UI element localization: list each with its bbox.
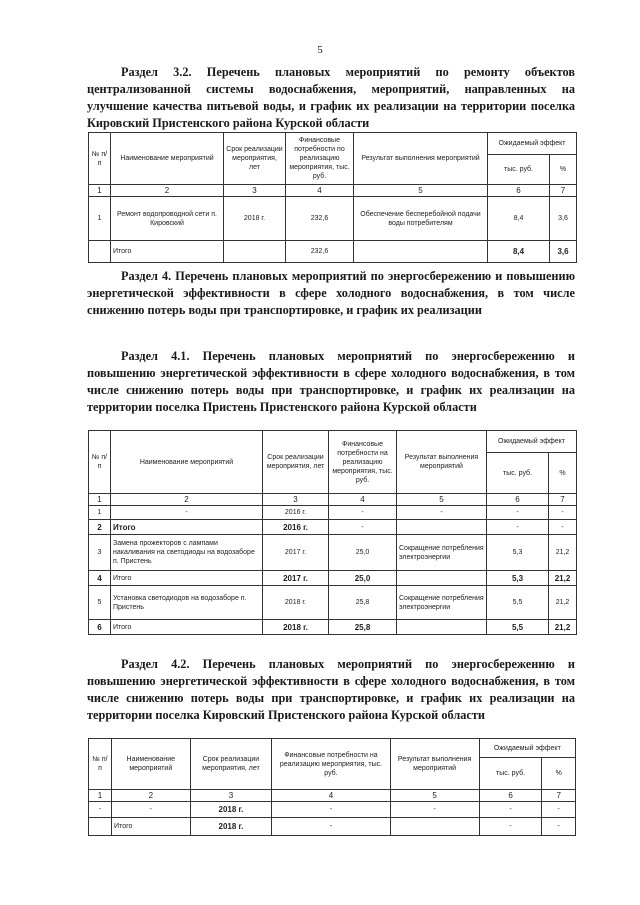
col-num: 2 [111, 494, 263, 506]
cell-financing: 232,6 [286, 197, 354, 241]
col-num: 4 [329, 494, 397, 506]
cell-result: Сокращение потребления электроэнергии [397, 535, 487, 571]
col-num: 7 [550, 185, 577, 197]
section-4-2-heading [87, 656, 575, 724]
col-num: 7 [542, 790, 576, 802]
cell-percent: 21,2 [549, 571, 577, 586]
cell-thous-rub: 5,3 [487, 535, 549, 571]
header-financing: Финансовые потребности на реализацию мероприятия, тыс. руб. [272, 739, 390, 790]
col-num: 6 [479, 790, 542, 802]
section-4-1-heading [87, 348, 575, 416]
cell-result [397, 520, 487, 535]
table-row-total [89, 241, 577, 263]
cell-name: Итого [112, 818, 191, 836]
cell-financing: - [329, 520, 397, 535]
cell-financing: - [272, 802, 390, 818]
cell-result: Обеспечение бесперебойной подачи воды потребителям [354, 197, 488, 241]
cell-percent: 21,2 [549, 535, 577, 571]
header-thous-rub: тыс. руб. [488, 155, 550, 185]
col-num: 7 [549, 494, 577, 506]
col-num: 6 [487, 494, 549, 506]
section-4-1-heading-text: Раздел 4.1. Перечень плановых мероприятий по энергосбережению и повышению энергетической эффективности в сфере холодного водоснабжения, в том числе снижению потерь воды при транспортировке, и график их реализации на территории поселка Пристень Пристенского района Курской области [87, 349, 575, 414]
table-row [89, 197, 577, 241]
table-row [89, 535, 577, 571]
cell-financing: 25,8 [329, 586, 397, 620]
table-row [89, 506, 577, 520]
col-num: 4 [272, 790, 390, 802]
column-numbers-row [89, 494, 577, 506]
col-num: 2 [111, 185, 224, 197]
cell-name: Итого [111, 241, 224, 263]
cell-percent: - [549, 506, 577, 520]
cell-term: 2016 г. [263, 520, 329, 535]
col-num: 1 [89, 185, 111, 197]
cell-result [390, 818, 479, 836]
header-term: Срок реализации мероприятия, лет [190, 739, 272, 790]
cell-percent: - [549, 520, 577, 535]
header-name: Наименование мероприятий [112, 739, 191, 790]
cell-name: Итого [111, 620, 263, 635]
header-result: Результат выполнения мероприятий [397, 431, 487, 494]
cell-term: 2018 г. [224, 197, 286, 241]
col-num: 5 [390, 790, 479, 802]
cell-thous-rub: 8,4 [488, 241, 550, 263]
header-name: Наименование мероприятий [111, 431, 263, 494]
cell-term: 2018 г. [263, 620, 329, 635]
section-3-2-heading-text: Раздел 3.2. Перечень плановых мероприятий по ремонту объектов централизованной системы водоснабжения, мероприятий, направленных на улучшение качества питьевой воды, и график их реализации на территории поселка Кировский Пристенского района Курской области [87, 65, 575, 130]
cell-result [397, 620, 487, 635]
cell-result [397, 571, 487, 586]
cell-name: Замена прожекторов с лампами накаливания на светодиоды на водозаборе п. Пристень [111, 535, 263, 571]
header-term: Срок реализации мероприятия, лет [263, 431, 329, 494]
header-result: Результат выполнения мероприятий [354, 133, 488, 185]
header-financing: Финансовые потребности по реализацию мероприятия, тыс. руб. [286, 133, 354, 185]
cell-num: 3 [89, 535, 111, 571]
column-numbers-row [89, 185, 577, 197]
cell-name: - [111, 506, 263, 520]
cell-num: - [89, 802, 112, 818]
cell-thous-rub: - [479, 818, 542, 836]
cell-num [89, 241, 111, 263]
page-number: 5 [317, 44, 323, 56]
cell-percent: 21,2 [549, 620, 577, 635]
cell-name: Установка светодиодов на водозаборе п. Пристень [111, 586, 263, 620]
cell-name: Ремонт водопроводной сети п. Кировский [111, 197, 224, 241]
table-section-4-1 [88, 430, 577, 635]
cell-thous-rub: - [479, 802, 542, 818]
cell-thous-rub: 5,3 [487, 571, 549, 586]
cell-term: 2018 г. [263, 586, 329, 620]
header-thous-rub: тыс. руб. [479, 758, 542, 790]
table-row-total [89, 620, 577, 635]
cell-thous-rub: 5,5 [487, 620, 549, 635]
cell-name: Итого [111, 571, 263, 586]
header-result: Результат выполнения мероприятий [390, 739, 479, 790]
header-effect: Ожидаемый эффект [479, 739, 575, 758]
section-4-heading [87, 268, 575, 319]
cell-percent: 21,2 [549, 586, 577, 620]
cell-financing: 25,0 [329, 535, 397, 571]
cell-num: 4 [89, 571, 111, 586]
col-num: 3 [190, 790, 272, 802]
col-num: 1 [89, 494, 111, 506]
cell-result: Сокращение потребления электроэнергии [397, 586, 487, 620]
cell-financing: - [329, 506, 397, 520]
section-4-heading-text: Раздел 4. Перечень плановых мероприятий по энергосбережению и повышению энергетической эффективности в сфере холодного водоснабжения, в том числе снижению потерь воды при транспортировке, и график их реализации [87, 269, 575, 317]
header-effect: Ожидаемый эффект [488, 133, 577, 155]
cell-num: 2 [89, 520, 111, 535]
cell-name: Итого [111, 520, 263, 535]
col-num: 6 [488, 185, 550, 197]
cell-thous-rub: 8,4 [488, 197, 550, 241]
cell-term: 2017 г. [263, 571, 329, 586]
col-num: 2 [112, 790, 191, 802]
table-row-total [89, 571, 577, 586]
cell-term: 2018 г. [190, 802, 272, 818]
cell-percent: - [542, 818, 576, 836]
header-name: Наименование мероприятий [111, 133, 224, 185]
cell-term: 2018 г. [190, 818, 272, 836]
header-percent: % [542, 758, 576, 790]
col-num: 3 [263, 494, 329, 506]
cell-num: 1 [89, 197, 111, 241]
cell-result: - [390, 802, 479, 818]
cell-thous-rub: - [487, 520, 549, 535]
header-thous-rub: тыс. руб. [487, 453, 549, 494]
table-row [89, 802, 576, 818]
col-num: 4 [286, 185, 354, 197]
header-financing: Финансовые потребности на реализацию мероприятия, тыс. руб. [329, 431, 397, 494]
col-num: 5 [354, 185, 488, 197]
column-numbers-row [89, 790, 576, 802]
cell-percent: - [542, 802, 576, 818]
cell-percent: 3,6 [550, 241, 577, 263]
cell-thous-rub: - [487, 506, 549, 520]
header-percent: % [549, 453, 577, 494]
table-row-total [89, 818, 576, 836]
header-term: Срок реализации мероприятия, лет [224, 133, 286, 185]
cell-num: 6 [89, 620, 111, 635]
header-num: № п/п [89, 133, 111, 185]
header-num: № п/п [89, 431, 111, 494]
col-num: 1 [89, 790, 112, 802]
header-num: № п/п [89, 739, 112, 790]
section-3-2-heading [87, 64, 575, 132]
cell-financing: - [272, 818, 390, 836]
cell-term: 2016 г. [263, 506, 329, 520]
header-effect: Ожидаемый эффект [487, 431, 577, 453]
cell-financing: 232,6 [286, 241, 354, 263]
cell-num [89, 818, 112, 836]
cell-percent: 3,6 [550, 197, 577, 241]
cell-name: - [112, 802, 191, 818]
cell-term: 2017 г. [263, 535, 329, 571]
cell-thous-rub: 5,5 [487, 586, 549, 620]
cell-term [224, 241, 286, 263]
table-row [89, 586, 577, 620]
section-4-2-heading-text: Раздел 4.2. Перечень плановых мероприятий по энергосбережению и повышению энергетической эффективности в сфере холодного водоснабжения, в том числе снижению потерь воды при транспортировке, и график их реализации на территории поселка Кировский Пристенского района Курской области [87, 657, 575, 722]
cell-financing: 25,8 [329, 620, 397, 635]
header-percent: % [550, 155, 577, 185]
table-section-4-2 [88, 738, 576, 836]
cell-num: 5 [89, 586, 111, 620]
col-num: 5 [397, 494, 487, 506]
table-row-total [89, 520, 577, 535]
cell-result: - [397, 506, 487, 520]
col-num: 3 [224, 185, 286, 197]
cell-result [354, 241, 488, 263]
cell-financing: 25,0 [329, 571, 397, 586]
cell-num: 1 [89, 506, 111, 520]
table-section-3-2 [88, 132, 577, 263]
